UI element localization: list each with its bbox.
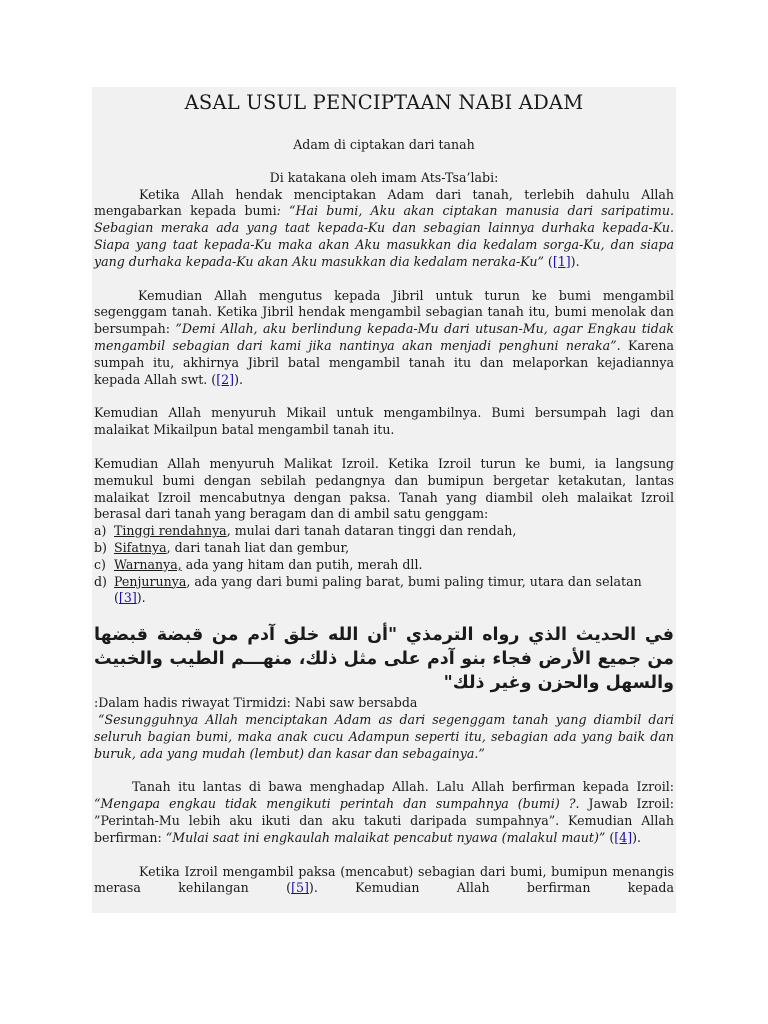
list-marker: c) (94, 556, 106, 572)
paragraph-5-text2: . Jawab Izroil: ”Perintah-Mu lebih aku ikuti dan aku takuti daripada sumpahnya”. Kemudian Allah berfirman: (94, 796, 675, 845)
paragraph-1-quote: : “Hai bumi, Aku akan ciptakan manusia dari saripatimu. Sebagian meraka ada yang taat kepada-Ku dan sebagian lainnya durhaka kepada-Ku. Siapa yang taat kepada-Ku maka akan Aku masukkan dia kedalam sorga-Ku, dan siapa yang durhaka kepada-Ku akan Aku masukkan dia kedalam neraka-Ku” (94, 203, 674, 269)
paragraph-2-text: Kemudian Allah mengutus kepada Jibril untuk turun ke bumi mengambil segenggam tanah. Ketika Jibril hendak mengambil sebagian tanah itu, bumi menolak dan bersumpah: (94, 287, 674, 337)
paragraph-1 (94, 187, 674, 271)
list-item (94, 540, 674, 557)
paragraph-6-text2: ). Kemudian Allah berfirman kepada (308, 880, 674, 896)
document-title: ASAL USUL PENCIPTAAN NABI ADAM (184, 91, 584, 114)
ref-close: ). (136, 590, 146, 606)
list-marker: b) (94, 539, 107, 555)
ref-close: ). (234, 371, 243, 387)
paragraph-4: Kemudian Allah menyuruh Malikat Izroil. Ketika Izroil turun ke bumi, ia langsung memukul bumi dengan sebilah pedangnya dan bumipun bergetar ketakutan, lantas malaikat Izroil mencabutnya dengan paksa. Tanah yang diambil oleh malaikat Izroil berasal dari tanah yang beragam dan di ambil satu genggam: (94, 455, 674, 522)
paragraph-2 (94, 288, 674, 389)
document-page (92, 87, 676, 913)
list-term: Tinggi rendahnya (114, 523, 227, 539)
list-item (94, 523, 674, 540)
paragraph-6-text: Ketika Izroil mengambil paksa (mencabut) sebagian dari bumi, bumipun menangis merasa kehilangan ( (94, 863, 674, 896)
ref-open: ( (605, 829, 615, 845)
list-text: , mulai dari tanah dataran tinggi dan rendah, (226, 523, 517, 539)
paragraph-5 (94, 779, 674, 846)
list-text: ada yang hitam dan putih, merah dll. (181, 556, 423, 572)
list-text: , ada yang dari bumi paling barat, bumi paling timur, utara dan selatan (186, 573, 642, 589)
list-marker: a) (94, 523, 107, 539)
list-tail (94, 590, 674, 607)
ref-open: ( (114, 590, 119, 606)
intro-line: Di katakana oleh imam Ats-Tsa’labi: (269, 169, 499, 185)
footnote-link-2[interactable]: [2] (216, 371, 235, 387)
soil-types-list (94, 523, 674, 590)
list-term: Sifatnya (114, 539, 167, 555)
subtitle: Adam di ciptakan dari tanah (293, 137, 475, 152)
hadith-quote (94, 712, 674, 762)
document-body (92, 87, 676, 897)
footnote-link-4[interactable]: [4] (614, 829, 633, 845)
paragraph-3: Kemudian Allah menyuruh Mikail untuk mengambilnya. Bumi bersumpah lagi dan malaikat Mikailpun batal mengambil tanah itu. (94, 405, 674, 438)
hadith-label: :Dalam hadis riwayat Tirmidzi: Nabi saw bersabda (94, 695, 418, 711)
paragraph-5-quote-2: “Mulai saat ini engkaulah malaikat pencabut nyawa (malakul maut)” (165, 829, 606, 845)
list-item (94, 574, 674, 591)
paragraph-6 (94, 864, 674, 898)
footnote-link-1[interactable]: [1] (552, 253, 571, 269)
arabic-hadith: في الحديث الذي رواه الترمذي "أن الله خلق آدم من قبضة قبضها من جميع الأرض فجاء بنو آدم على مثل ذلك، منهـــم الطيب والخبيث والسهل والحزن وغير ذلك" (94, 625, 674, 694)
paragraph-5-quote-1: “Mengapa engkau tidak mengikuti perintah dan sumpahnya (bumi) ? (94, 796, 576, 812)
footnote-link-5[interactable]: [5] (291, 880, 309, 896)
paragraph-2-text2: . Karena sumpah itu, akhirnya Jibril batal mengambil tanah itu dan melaporkan kejadiannya kepada Allah swt. ( (94, 337, 675, 387)
list-term: Warnanya, (114, 556, 182, 572)
paragraph-1-text: Ketika Allah hendak menciptakan Adam dari tanah, terlebih dahulu Allah mengabarkan kepada bumi (94, 186, 674, 219)
list-text: , dari tanah liat dan gembur, (166, 539, 350, 555)
paragraph-5-text: Tanah itu lantas di bawa menghadap Allah. Lalu Allah berfirman kepada Izroil: (132, 779, 674, 795)
footnote-link-3[interactable]: [3] (118, 590, 137, 606)
paragraph-2-quote: ”Demi Allah, aku berlindung kepada-Mu dari utusan-Mu, agar Engkau tidak mengambil sebagian dari kami jika nantinya akan menjadi penghuni neraka” (94, 321, 674, 353)
ref-open: ( (543, 253, 553, 269)
list-item (94, 557, 674, 574)
list-marker: d) (94, 573, 107, 589)
hadith-quote-text: “Sesungguhnya Allah menciptakan Adam as dari segenggam tanah yang diambil dari seluruh bagian bumi, maka anak cucu Adampun seperti itu, sebagian ada yang baik dan buruk, ada yang mudah (lembut) dan kasar dan sebagainya.” (94, 711, 674, 761)
list-term: Penjurunya (114, 573, 187, 589)
ref-close: ). (632, 829, 642, 845)
ref-close: ). (570, 253, 580, 269)
